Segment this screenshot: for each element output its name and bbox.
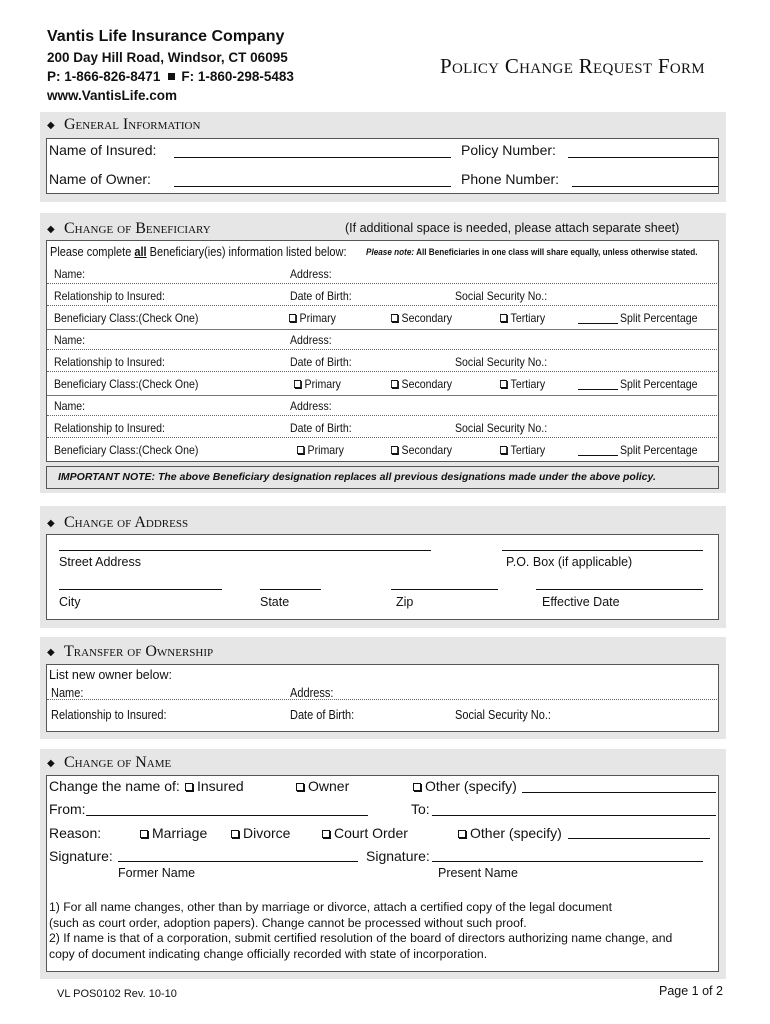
important-note-box [46,466,719,489]
from-field[interactable] [86,815,368,816]
street-address-field[interactable] [59,550,431,551]
please-note-label: Please note: [366,247,415,258]
other-specify-field[interactable] [522,792,716,793]
po-box-field[interactable] [502,550,703,551]
checkbox-icon[interactable] [231,830,239,838]
beneficiary-ssn-label: Social Security No.: [455,289,548,303]
diamond-bullet-icon: ◆ [47,518,55,529]
beneficiary-name-field[interactable] [47,283,717,284]
to-field[interactable] [432,815,716,816]
checkbox-icon[interactable] [294,380,301,388]
name-note-1b: (such as court order, adoption papers). Change cannot be processed without such proof. [49,916,527,930]
owner-option-label: Owner [308,778,350,794]
other-option-label: Other (specify) [425,778,517,794]
list-new-owner-label: List new owner below: [49,668,172,682]
beneficiary-name-label: Name: [54,267,86,281]
beneficiary-address-label: Address: [290,267,332,281]
from-label: From: [49,801,86,817]
primary-checkbox[interactable] [289,311,336,325]
owner-name-field[interactable] [47,699,717,700]
signature-present-label: Signature: [366,848,430,864]
checkbox-icon[interactable] [391,380,398,388]
beneficiary-name-field[interactable] [47,415,717,416]
bullet-square-icon [168,73,175,80]
owner-relationship-label: Relationship to Insured: [51,708,167,722]
primary-checkbox[interactable] [297,443,344,457]
name-note-2a: 2) If name is that of a corporation, submit certified resolution of the board of directors authorizing name change, and [49,931,673,945]
page-number: Page 1 of 2 [659,984,723,998]
phone-number-label: Phone Number: [461,171,560,187]
beneficiary-address-label: Address: [290,399,332,413]
divorce-option-label: Divorce [243,825,291,841]
secondary-label: Secondary [401,377,453,391]
checkbox-icon[interactable] [297,446,304,454]
city-field[interactable] [59,589,222,590]
secondary-checkbox[interactable] [391,311,452,325]
city-label: City [59,595,81,609]
checkbox-icon[interactable] [500,380,507,388]
beneficiary-name-label: Name: [54,333,86,347]
street-address-label: Street Address [59,555,141,569]
beneficiary-class-label: Beneficiary Class:(Check One) [54,377,199,391]
split-percentage-field[interactable] [578,323,618,324]
primary-checkbox[interactable] [294,377,341,391]
name-section-title: Change of Name [64,754,172,771]
owner-address-label: Address: [290,686,334,700]
insured-option-label: Insured [197,778,244,794]
checkbox-icon[interactable] [391,446,398,454]
tertiary-checkbox[interactable] [500,311,545,325]
name-note-2b: copy of document indicating change officially recorded with state of incorporation. [49,947,488,961]
po-box-label: P.O. Box (if applicable) [506,555,633,569]
marriage-option-label: Marriage [152,825,208,841]
checkbox-icon[interactable] [413,783,421,791]
company-address: 200 Day Hill Road, Windsor, CT 06095 [47,50,288,65]
beneficiary-relationship-field[interactable] [47,371,717,372]
diamond-bullet-icon: ◆ [47,647,55,658]
equal-share-note [366,247,697,258]
present-name-caption: Present Name [438,866,518,880]
zip-label: Zip [396,595,414,609]
secondary-label: Secondary [401,311,453,325]
signature-present-field[interactable] [432,861,703,862]
court-order-option-label: Court Order [334,825,408,841]
effective-date-label: Effective Date [542,595,620,609]
address-section-title: Change of Address [64,514,189,531]
to-label: To: [411,801,430,817]
beneficiary-address-label: Address: [290,333,332,347]
instr-all: all [134,245,147,259]
beneficiary-relationship-label: Relationship to Insured: [54,289,165,303]
beneficiary-relationship-label: Relationship to Insured: [54,421,165,435]
state-field[interactable] [260,589,321,590]
beneficiary-ssn-label: Social Security No.: [455,421,548,435]
divorce-checkbox[interactable] [231,825,290,841]
diamond-bullet-icon: ◆ [47,120,55,131]
beneficiary-relationship-field[interactable] [47,305,717,306]
general-section-title: General Information [64,116,201,133]
fax-number: F: 1-860-298-5483 [181,69,294,84]
beneficiary-instruction [50,245,347,259]
name-of-insured-label: Name of Insured: [49,142,157,158]
change-name-of-label: Change the name of: [49,778,180,794]
split-percentage-label: Split Percentage [620,443,698,457]
diamond-bullet-icon: ◆ [47,758,55,769]
company-name: Vantis Life Insurance Company [47,28,285,45]
name-of-owner-field[interactable] [174,186,451,187]
tertiary-label: Tertiary [510,311,546,325]
checkbox-icon[interactable] [500,314,507,322]
tertiary-label: Tertiary [510,377,546,391]
tertiary-checkbox[interactable] [500,377,545,391]
name-note-1a: 1) For all name changes, other than by marriage or divorce, attach a certified copy of the legal document [49,900,612,914]
secondary-checkbox[interactable] [391,377,452,391]
name-of-owner-label: Name of Owner: [49,171,151,187]
secondary-checkbox[interactable] [391,443,452,457]
diamond-bullet-icon: ◆ [47,224,55,235]
owner-name-label: Name: [51,686,84,700]
reason-other-checkbox[interactable] [458,825,562,841]
instr-text-post: Beneficiary(ies) information listed below: [146,245,347,259]
beneficiary-dob-label: Date of Birth: [290,289,352,303]
primary-label: Primary [299,311,336,325]
policy-number-label: Policy Number: [461,142,556,158]
owner-ssn-label: Social Security No.: [455,708,551,722]
beneficiary-name-field[interactable] [47,349,717,350]
company-website[interactable]: www.VantisLife.com [47,88,178,103]
reason-other-field[interactable] [568,838,710,839]
policy-number-field[interactable] [568,157,718,158]
beneficiary-section-title: Change of Beneficiary [64,220,211,237]
signature-former-field[interactable] [118,861,358,862]
checkbox-icon[interactable] [140,830,148,838]
instr-text: Please complete [50,245,135,259]
additional-space-note: (If additional space is needed, please attach separate sheet) [345,221,680,235]
owner-dob-label: Date of Birth: [290,708,355,722]
company-phones [47,69,294,84]
zip-field[interactable] [391,589,498,590]
beneficiary-ssn-label: Social Security No.: [455,355,548,369]
beneficiary-relationship-field[interactable] [47,437,717,438]
split-percentage-field[interactable] [578,455,618,456]
signature-former-label: Signature: [49,848,113,864]
ownership-section-title: Transfer of Ownership [64,643,214,660]
effective-date-field[interactable] [536,589,703,590]
checkbox-icon[interactable] [289,314,296,322]
other-checkbox[interactable] [413,778,517,794]
form-title: Policy Change Request Form [440,54,705,78]
beneficiary-class-label: Beneficiary Class:(Check One) [54,443,199,457]
beneficiary-dob-label: Date of Birth: [290,355,352,369]
primary-label: Primary [307,443,344,457]
checkbox-icon[interactable] [185,783,193,791]
checkbox-icon[interactable] [296,783,304,791]
secondary-label: Secondary [401,443,453,457]
split-percentage-field[interactable] [578,389,618,390]
important-note: IMPORTANT NOTE: The above Beneficiary designation replaces all previous designations made under the above policy. [58,471,656,483]
name-of-insured-field[interactable] [174,157,451,158]
tertiary-checkbox[interactable] [500,443,545,457]
beneficiary-separator [47,329,717,330]
tertiary-label: Tertiary [510,443,546,457]
checkbox-icon[interactable] [322,830,330,838]
marriage-checkbox[interactable] [140,825,207,841]
reason-label: Reason: [49,825,102,841]
former-name-caption: Former Name [118,866,196,880]
phone-number: P: 1-866-826-8471 [47,69,161,84]
beneficiary-separator [47,395,717,396]
split-percentage-label: Split Percentage [620,377,698,391]
primary-label: Primary [304,377,341,391]
please-note-text: All Beneficiaries in one class will share equally, unless otherwise stated. [414,247,698,258]
phone-number-field[interactable] [572,186,718,187]
checkbox-icon[interactable] [391,314,398,322]
state-label: State [260,595,290,609]
court-order-checkbox[interactable] [322,825,408,841]
owner-checkbox[interactable] [296,778,349,794]
beneficiary-name-label: Name: [54,399,86,413]
beneficiary-relationship-label: Relationship to Insured: [54,355,165,369]
checkbox-icon[interactable] [458,830,466,838]
checkbox-icon[interactable] [500,446,507,454]
beneficiary-dob-label: Date of Birth: [290,421,352,435]
insured-checkbox[interactable] [185,778,244,794]
form-id: VL POS0102 Rev. 10-10 [57,988,177,1000]
split-percentage-label: Split Percentage [620,311,698,325]
reason-other-option-label: Other (specify) [470,825,562,841]
beneficiary-class-label: Beneficiary Class:(Check One) [54,311,199,325]
